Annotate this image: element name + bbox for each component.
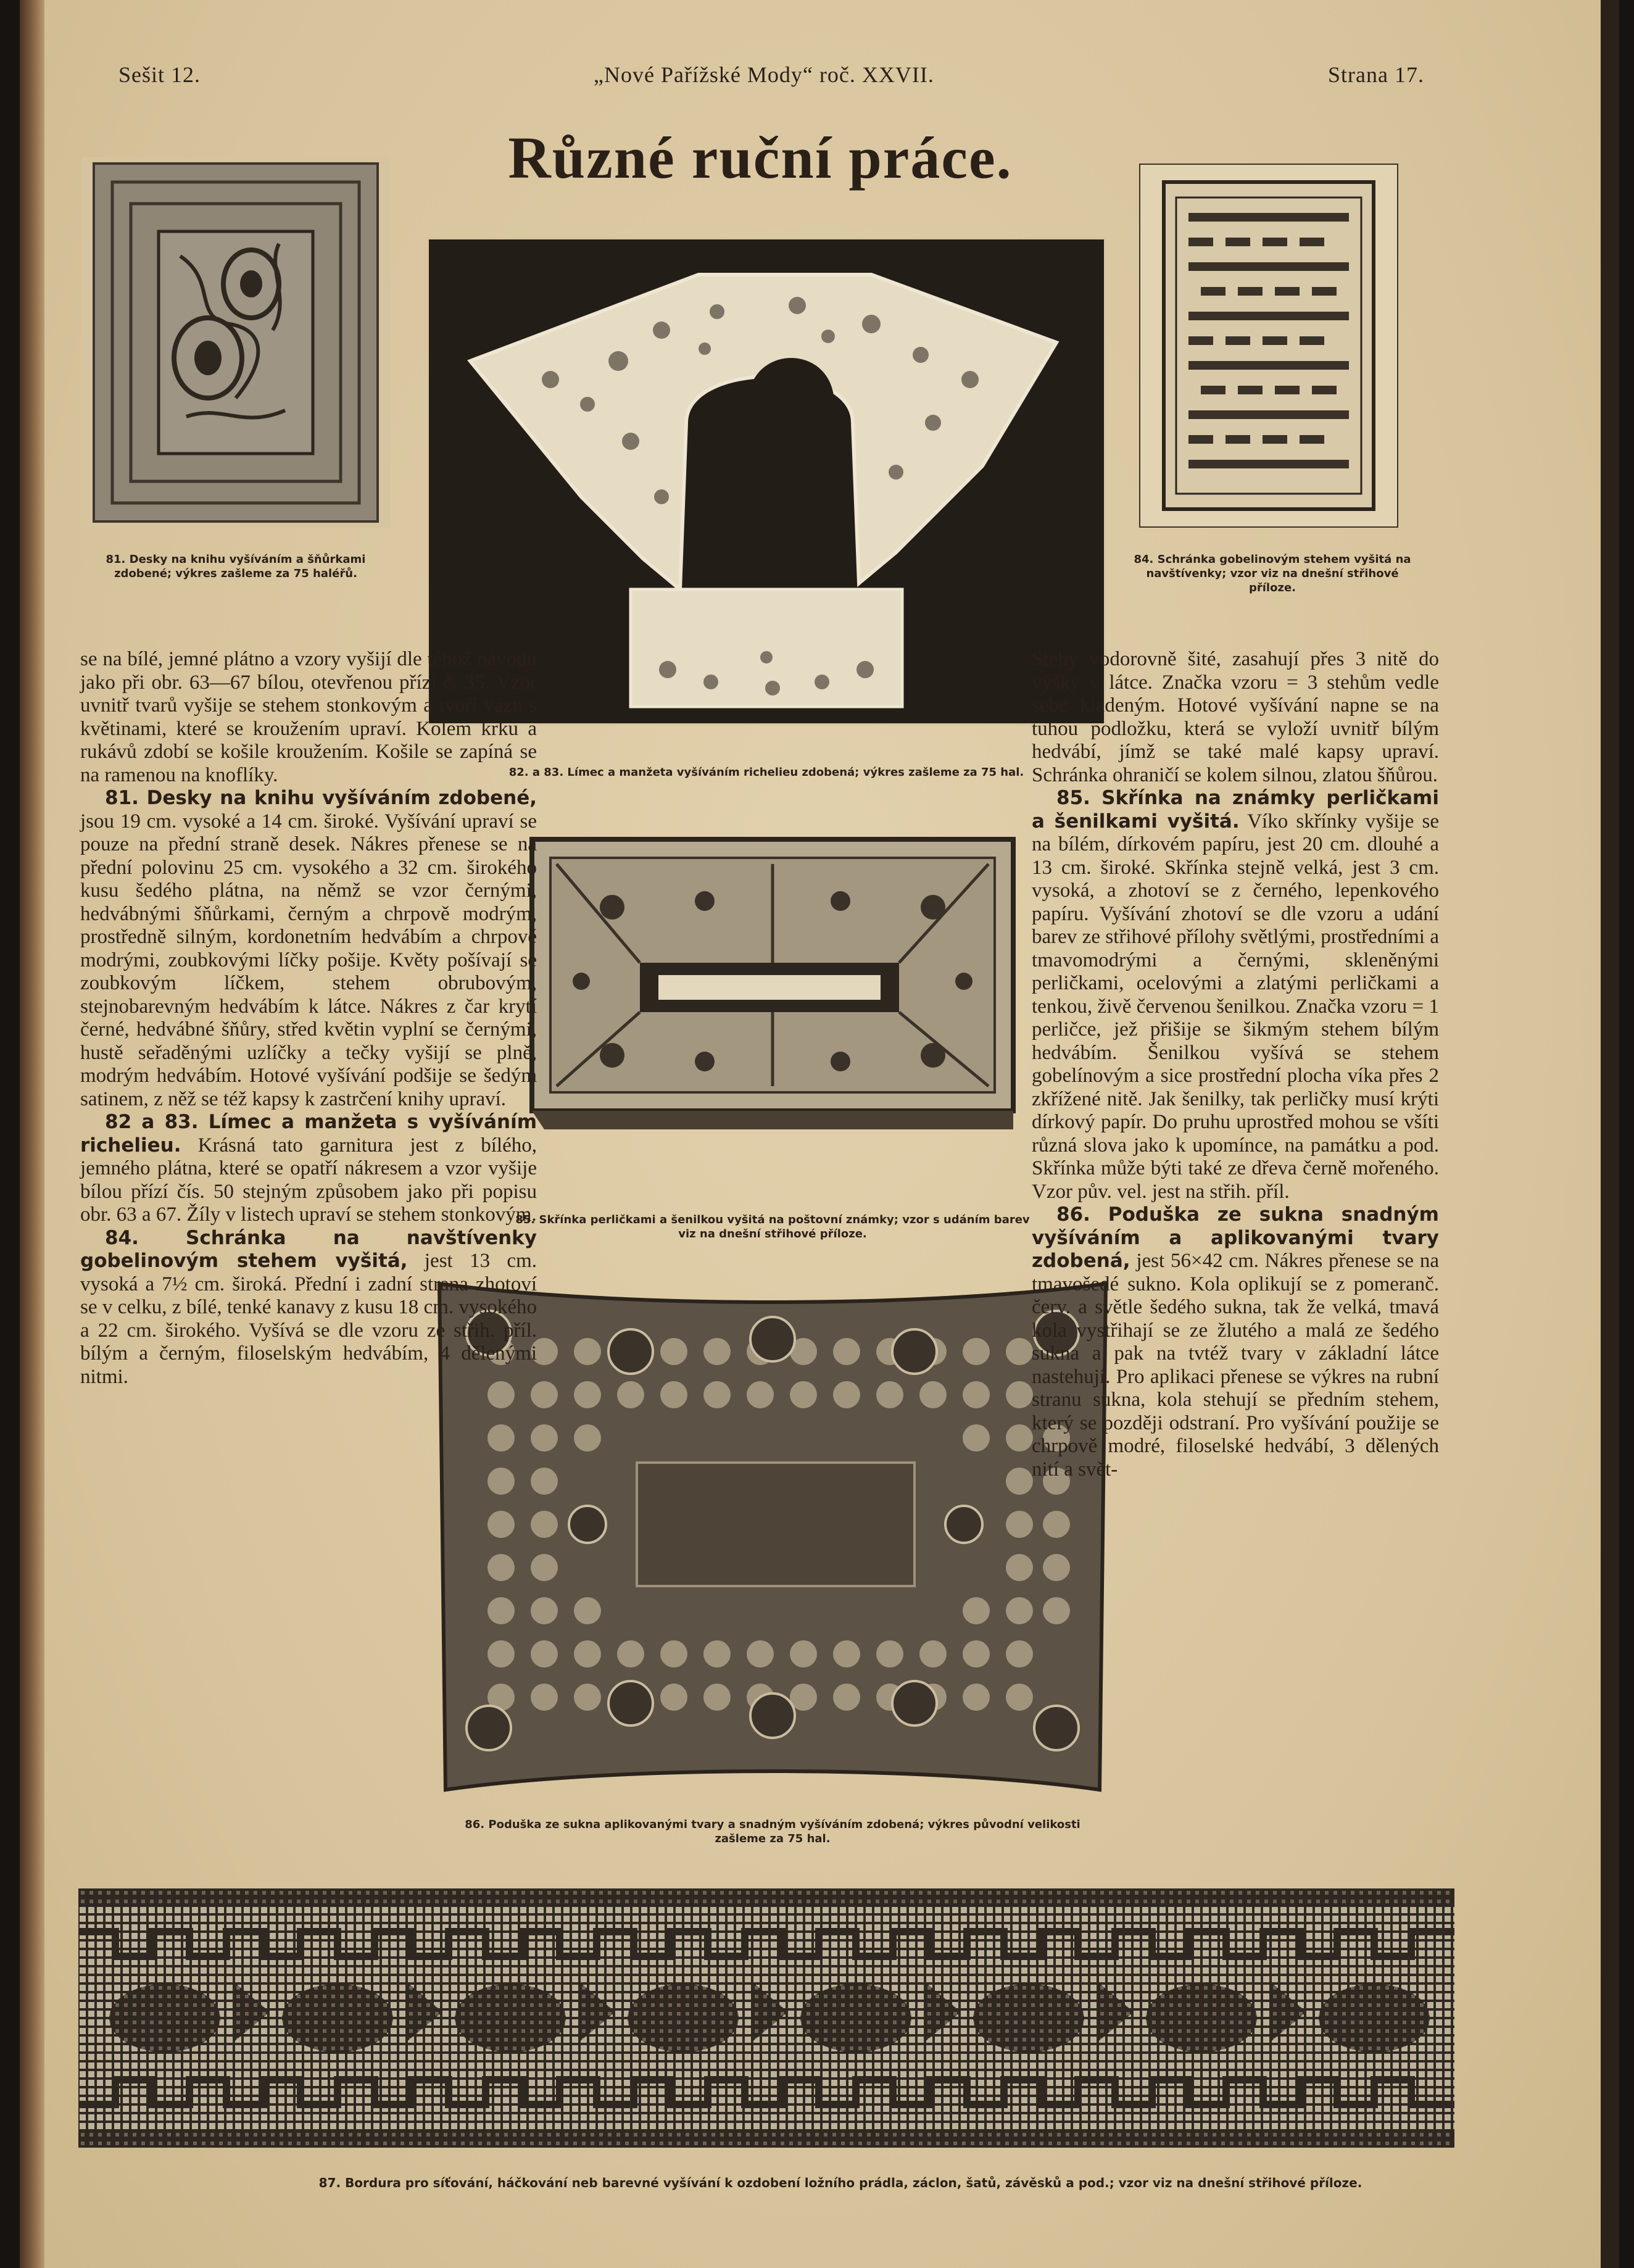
caption-fig-82-83: 82. a 83. Límec a manžeta vyšíváním richelieu zdobená; výkres zašleme za 75 hal. xyxy=(508,766,1024,779)
caption-fig-84: 84. Schránka gobelinovým stehem vyšitá na navštívenky; vzor viz na dnešní střihové příloze. xyxy=(1134,553,1411,594)
figure-81-book-cover xyxy=(81,157,390,528)
paragraph-85: Víko skřínky vyšije se na bílém, dírkovém papíru, jest 20 cm. dlouhé a 13 cm. široké. Skřínka stejně velká, jest 3 cm. vysoká, a zhotoví se z černého, lepenkového papíru. Vyšívání zhotoví se dle vzoru a udání barev ze střihové přílohy světlými, prostředními a tmavomodrými a černými, skleněnými perličkami, ocelovými a zlatými perličkami a tenkou, živě červenou šenilkou. Značka vzoru = 1 perličce, jež přišije se šikmým stehem bílým hedvábím. Šenilkou vyšívá se stehem gobelínovým a sice prostřední plocha víka přes 2 zkřížené nitě. Jak šenilky, tak perličky musí krýti dírkový papír. Do pruhu uprostřed mohou se všíti různá slova jako k upomínce, na památku a pod. Skřínka může býti také ze dřeva černě mořeného. Vzor pův. vel. jest na střih. příl. xyxy=(1032,810,1439,1203)
page-binding-edge xyxy=(20,0,44,2268)
heading-84: 84. Schránka na navštívenky gobelinovým stehem vyšitá, xyxy=(80,1226,537,1272)
running-header xyxy=(94,62,1451,99)
right-text-column xyxy=(1032,648,1439,1481)
caption-fig-85: 85. Skřínka perličkami a šenilkou vyšitá na poštovní známky; vzor s udáním barev viz na dnešní střihové příloze. xyxy=(515,1213,1030,1240)
caption-fig-87: 87. Bordura pro síťování, háčkování neb barevné vyšívání k ozdobení ložního prádla, záclon, šatů, závěsků a pod.; vzor viz na dnešní střihové příloze. xyxy=(318,2175,1362,2190)
page-title: Různé ruční práce. xyxy=(508,125,1013,191)
heading-82-83: 82 a 83. Límec a manžeta s vyšíváním richelieu. xyxy=(80,1111,537,1157)
heading-86: 86. Poduška ze sukna snadným vyšíváním a aplikovanými tvary zdobená, xyxy=(1032,1203,1439,1272)
magazine-name: „Nové Pařížské Mody“ roč. XXVII. xyxy=(594,62,934,87)
paragraph-84: jest 13 cm. vysoká a 7½ cm. široká. Přední i zadní strana zhotoví se v celku, z bílé, tenké kanavy z kusu 18 cm. vysokého a 22 cm. širokého. Vyšívá se dle vzoru ze střih. příl. bílým a černým, filoselským hedvábím, 4 dělenými nitmi. xyxy=(80,1250,537,1388)
magazine-page xyxy=(20,0,1619,2268)
issue-number: Sešit 12. xyxy=(118,62,201,87)
heading-81: 81. Desky na knihu vyšíváním zdobené, xyxy=(105,787,537,809)
right-intro-paragraph: Stehy vodorovně šité, zasahují přes 3 nitě do výšky v látce. Značka vzoru = 3 stehům vedle sebe kladeným. Hotové vyšívání napne se na tuhou podložku, která se vyloží uvnitř bílým hedvábí, jímž se také malé kapsy upraví. Schránka ohraničí se kolem silnou, zlatou šňůrou. xyxy=(1032,648,1439,786)
paragraph-82-83: Krásná tato garnitura jest z bílého, jemného plátna, které se opatří nákresem a vzor vyšije bílou přízí čís. 50 stejným způsobem jako při popisu obr. 63 a 67. Žíly v listech upraví se stehem stonkovým. xyxy=(80,1134,537,1226)
figure-84-card-case xyxy=(1139,164,1398,528)
left-intro-paragraph: se na bílé, jemné plátno a vzory vyšijí dle téhož návodu jako při obr. 63—67 bílou, otevřenou přízí č. 35. Vzor uvnitř tvarů vyšije se stehem stonkovým a tvoří vázu s květinami, které se kroužením upraví. Kolem krku a rukávů zdobí se košile kroužením. Košile se zapíná se na ramenou na knoflíky. xyxy=(80,648,537,786)
figure-87-border-band xyxy=(78,1888,1454,2148)
page-number: Strana 17. xyxy=(1328,62,1424,87)
page-right-edge xyxy=(1601,0,1619,2268)
caption-fig-81: 81. Desky na knihu vyšíváním a šňůrkami zdobené; výkres zašleme za 75 haléřů. xyxy=(106,553,366,580)
heading-85: 85. Skřínka na známky perličkami a šenilkami vyšitá. xyxy=(1032,787,1439,833)
paragraph-81: jsou 19 cm. vysoké a 14 cm. široké. Vyšívání upraví se pouze na přední straně desek. Nákres přenese se na přední polovinu 25 cm. vysokého a 32 cm. širokého kusu šedého plátna, na němž se vzor černými, hedvábnými šňůrkami, černým a chrpově modrým, prostředně silným, kordonetním hedvábím a chrpově modrými, zoubkovými líčky pošije. Květy pošívají se zoubkovým líčkem, stehem obrubovým, stejnobarevným hedvábím k látce. Nákres z čar krytí černé, hedvábné šňůry, střed květin vyplní se černými, hustě seřaděnými uzlíčky a tečky vyšijí se plně, modrým hedvábím. Hotové vyšívání podšije se šedým satinem, z něž se též kapsy k zastrčení knihy upraví. xyxy=(80,810,537,1110)
caption-fig-86: 86. Poduška ze sukna aplikovanými tvary a snadným vyšíváním zdobená; výkres původní velikosti zašleme za 75 hal. xyxy=(465,1818,1080,1845)
figure-85-stamp-box xyxy=(520,827,1026,1136)
paragraph-86: jest 56×42 cm. Nákres přenese se na tmavošedé sukno. Kola oplikují se z pomeranč. červ. a světle šedého sukna, tak že velká, tmavá kola vystřihají se ze žlutého a malá ze šedého sukna a pak na tvtéž tvary v základní látce nastehují. Pro aplikaci přenese se výkres na rubní stranu sukna, kola stehují se předním stehem, který se později odstraní. Pro vyšívání použije se chrpově modré, filoselské hedvábí, 3 dělených nití a svět- xyxy=(1032,1250,1440,1481)
left-text-column xyxy=(80,648,537,1389)
